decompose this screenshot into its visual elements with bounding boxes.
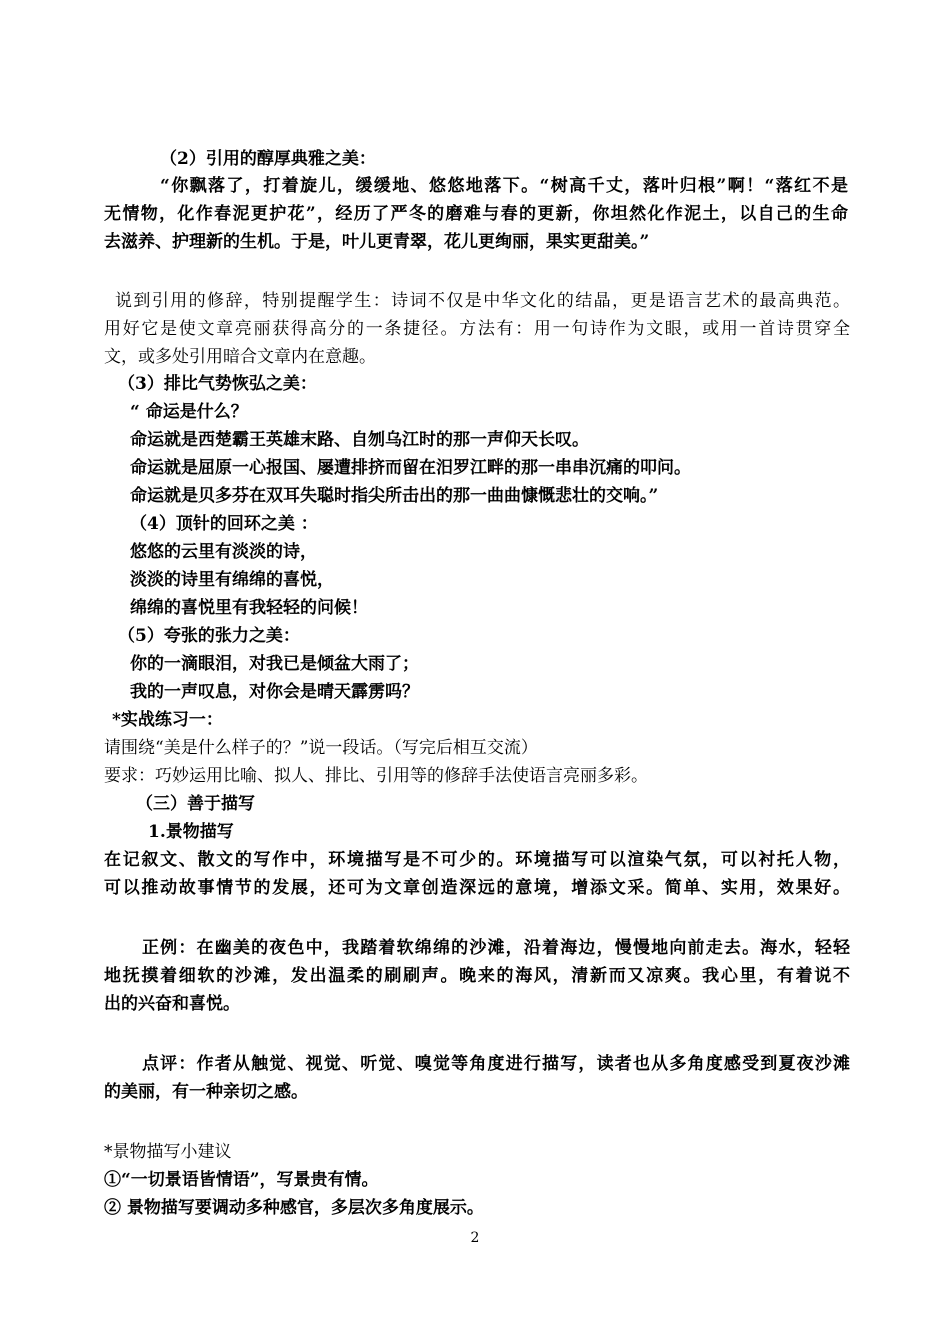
anadiplosis-line-1: 悠悠的云里有淡淡的诗， bbox=[130, 542, 317, 562]
hyperbole-line-2: 我的一声叹息，对你会是晴天霹雳吗？ bbox=[130, 682, 419, 702]
heading-scenery: 1.景物描写 bbox=[148, 822, 234, 842]
exercise-instruction: 请围绕“美是什么样子的？”说一段话。（写完后相互交流） bbox=[104, 738, 538, 758]
example-paragraph-line-2: 地抚摸着细软的沙滩，发出温柔的刷刷声。晚来的海风，清新而又凉爽。我心里，有着说不 bbox=[104, 966, 850, 986]
note-paragraph-line-3: 文，或多处引用暗合文章内在意趣。 bbox=[104, 347, 376, 367]
heading-quotation: （2）引用的醇厚典雅之美： bbox=[160, 149, 376, 169]
hyperbole-line-1: 你的一滴眼泪，对我已是倾盆大雨了； bbox=[130, 654, 419, 674]
quote-paragraph-line-2: 无情物，化作春泥更护花”，经历了严冬的磨难与春的更新，你坦然化作泥土，以自己的生命 bbox=[104, 204, 848, 224]
tip-1: ①“一切景语皆情语”，写景贵有情。 bbox=[104, 1170, 379, 1190]
heading-description: （三）善于描写 bbox=[136, 794, 255, 814]
example-paragraph-line-1: 正例：在幽美的夜色中，我踏着软绵绵的沙滩，沿着海边，慢慢地向前走去。海水，轻轻 bbox=[142, 938, 850, 958]
scenery-paragraph-line-1: 在记叙文、散文的写作中，环境描写是不可少的。环境描写可以渲染气氛，可以衬托人物， bbox=[104, 850, 850, 870]
parallel-line-4: 命运就是贝多芬在双耳失聪时指尖所击出的那一曲曲慷慨悲壮的交响。” bbox=[130, 486, 659, 506]
comment-paragraph-line-1: 点评：作者从触觉、视觉、听觉、嗅觉等角度进行描写，读者也从多角度感受到夏夜沙滩 bbox=[142, 1054, 850, 1074]
tips-heading: *景物描写小建议 bbox=[104, 1142, 232, 1162]
scenery-paragraph-line-2: 可以推动故事情节的发展，还可为文章创造深远的意境，增添文采。简单、实用，效果好。 bbox=[104, 878, 850, 898]
note-paragraph-line-1: 说到引用的修辞，特别提醒学生：诗词不仅是中华文化的结晶，更是语言艺术的最高典范。 bbox=[115, 291, 850, 311]
heading-parallelism: （3）排比气势恢弘之美： bbox=[118, 374, 317, 394]
anadiplosis-line-2: 淡淡的诗里有绵绵的喜悦， bbox=[130, 570, 334, 590]
quote-paragraph-line-3: 去滋养、护理新的生机。于是，叶儿更青翠，花儿更绚丽，果实更甜美。” bbox=[104, 232, 650, 252]
comment-paragraph-line-2: 的美丽，有一种亲切之感。 bbox=[104, 1082, 308, 1102]
exercise-requirement: 要求：巧妙运用比喻、拟人、排比、引用等的修辞手法使语言亮丽多彩。 bbox=[104, 766, 648, 786]
example-paragraph-line-3: 出的兴奋和喜悦。 bbox=[104, 994, 240, 1014]
anadiplosis-line-3: 绵绵的喜悦里有我轻轻的问候！ bbox=[130, 598, 368, 618]
parallel-line-2: 命运就是西楚霸王英雄末路、自刎乌江时的那一声仰天长叹。 bbox=[130, 430, 589, 450]
note-paragraph-line-2: 用好它是使文章亮丽获得高分的一条捷径。方法有：用一句诗作为文眼，或用一首诗贯穿全 bbox=[104, 319, 850, 339]
parallel-line-1: “ 命运是什么？ bbox=[130, 402, 248, 422]
quote-paragraph-line-1: “你飘落了，打着旋儿，缓缓地、悠悠地落下。“树高千丈，落叶归根”啊！“落红不是 bbox=[160, 176, 848, 196]
heading-anadiplosis: （4）顶针的回环之美 ： bbox=[130, 514, 318, 534]
exercise-heading: *实战练习一： bbox=[112, 710, 223, 730]
page-number: 2 bbox=[470, 1230, 480, 1246]
tip-2: ② 景物描写要调动多种感官，多层次多角度展示。 bbox=[104, 1198, 484, 1218]
parallel-line-3: 命运就是屈原一心报国、屡遭排挤而留在汨罗江畔的那一串串沉痛的叩问。 bbox=[130, 458, 691, 478]
heading-hyperbole: （5）夸张的张力之美： bbox=[118, 626, 300, 646]
